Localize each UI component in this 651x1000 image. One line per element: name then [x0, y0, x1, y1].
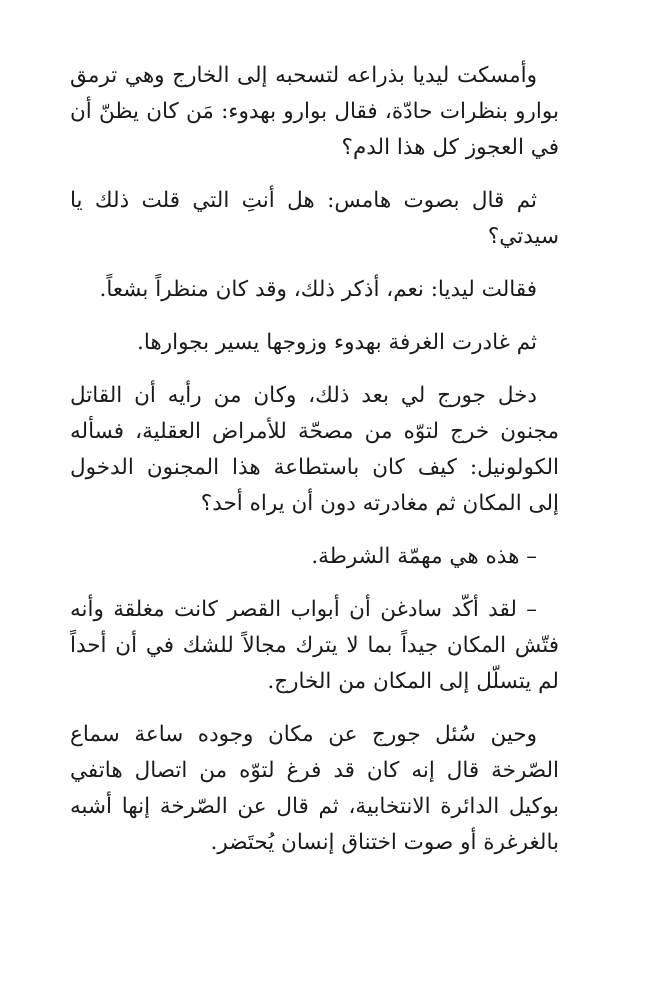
book-page [70, 58, 559, 878]
paragraph-lydia-leaves-with-arm: وأمسكت ليديا بذراعه لتسحبه إلى الخارج وهي ترمق بوارو بنظرات حادّة، فقال بوارو بهدوء: مَن كان يظنّ أن في العجوز كل هذا الدم؟ [70, 63, 559, 160]
paragraph-george-enters: دخل جورج لي بعد ذلك، وكان من رأيه أن القاتل مجنون خرج لتوّه من مصحّة للأمراض العقلية، فسأله الكولونيل: كيف كان باستطاعة هذا المجنون الدخول إلى المكان ثم مغادرته دون أن يراه أحد؟ [70, 383, 559, 516]
paragraph-george-questioned: وحين سُئل جورج عن مكان وجوده ساعة سماع الصّرخة قال إنه كان قد فرغ لتوّه من اتصال هاتفي بوكيل الدائرة الانتخابية، ثم قال عن الصّرخة إنها أشبه بالغرغرة أو صوت اختناق إنسان يُحتَضر. [70, 722, 559, 855]
paragraph-lydia-answer: فقالت ليديا: نعم، أذكر ذلك، وقد كان منظراً بشعاً. [99, 277, 537, 302]
paragraph-left-room: ثم غادرت الغرفة بهدوء وزوجها يسير بجوارها. [137, 330, 537, 355]
paragraph-whisper-question: ثم قال بصوت هامس: هل أنتِ التي قلت ذلك يا سيدتي؟ [70, 188, 559, 249]
paragraph-doors-locked: – لقد أكّد سادغن أن أبواب القصر كانت مغلقة وأنه فتّش المكان جيداً بما لا يترك مجالاً للشك في أن أحداً لم يتسلّل إلى المكان من الخارج. [70, 597, 559, 694]
paragraph-police-task: – هذه هي مهمّة الشرطة. [311, 544, 537, 569]
